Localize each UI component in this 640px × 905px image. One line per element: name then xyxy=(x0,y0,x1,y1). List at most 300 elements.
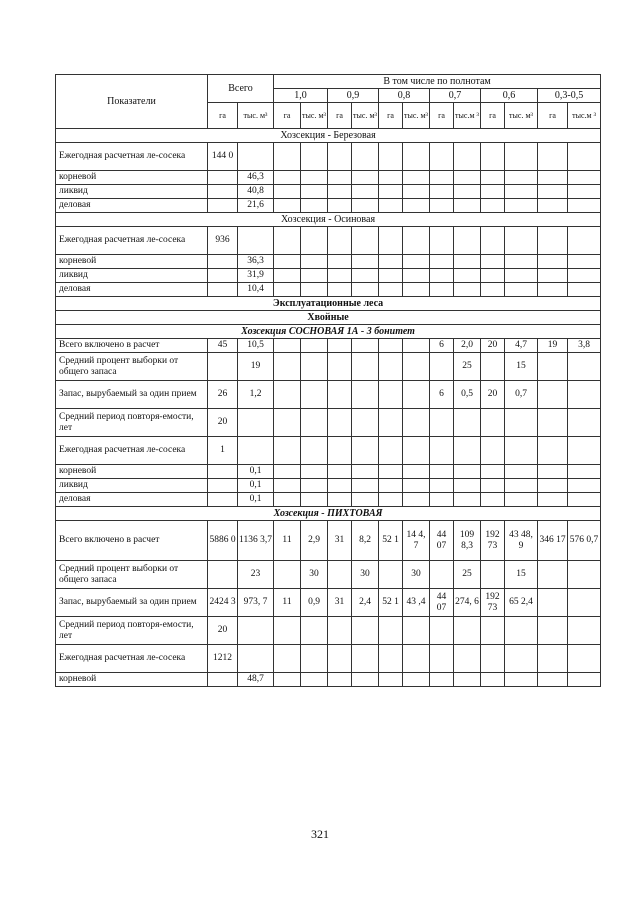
table-cell xyxy=(430,199,454,213)
table-cell xyxy=(238,143,274,171)
table-cell xyxy=(454,409,481,437)
table-cell: 52 1 xyxy=(379,521,403,561)
table-cell xyxy=(430,283,454,297)
table-cell xyxy=(505,479,538,493)
table-cell: 31,9 xyxy=(238,269,274,283)
table-cell: 6 xyxy=(430,381,454,409)
table-cell xyxy=(481,353,505,381)
table-cell xyxy=(481,437,505,465)
table-cell xyxy=(454,493,481,507)
table-cell: 11 xyxy=(274,589,301,617)
table-cell xyxy=(505,171,538,185)
table-cell xyxy=(274,269,301,283)
table-row xyxy=(56,617,601,645)
table-cell: 192 73 xyxy=(481,589,505,617)
row-label: деловая xyxy=(56,199,208,213)
table-cell xyxy=(274,353,301,381)
table-cell: 2,0 xyxy=(454,339,481,353)
table-cell: 0,1 xyxy=(238,465,274,479)
table-cell: 1 xyxy=(208,437,238,465)
table-cell xyxy=(301,171,328,185)
table-cell xyxy=(430,465,454,479)
unit-header: тыс.м ³ xyxy=(568,103,601,129)
table-cell: 15 xyxy=(505,561,538,589)
row-label: Запас, вырубаемый за один прием xyxy=(56,589,208,617)
table-cell xyxy=(403,381,430,409)
table-cell xyxy=(301,269,328,283)
table-cell xyxy=(505,465,538,479)
table-cell xyxy=(379,617,403,645)
table-cell xyxy=(208,269,238,283)
row-label: корневой xyxy=(56,673,208,687)
table-row xyxy=(56,171,601,185)
table-cell xyxy=(238,227,274,255)
table-cell: 0,1 xyxy=(238,479,274,493)
table-cell xyxy=(328,143,352,171)
table-cell xyxy=(274,645,301,673)
table-row xyxy=(56,353,601,381)
table-cell xyxy=(352,479,379,493)
table-cell xyxy=(430,479,454,493)
table-cell xyxy=(328,437,352,465)
unit-header: тыс. м³ xyxy=(403,103,430,129)
table-cell xyxy=(352,353,379,381)
unit-header: га xyxy=(328,103,352,129)
table-cell xyxy=(430,561,454,589)
table-cell xyxy=(568,185,601,199)
table-cell xyxy=(403,185,430,199)
table-cell xyxy=(379,409,403,437)
table-cell xyxy=(481,493,505,507)
table-cell xyxy=(430,143,454,171)
table-cell xyxy=(538,673,568,687)
table-cell: 25 xyxy=(454,353,481,381)
table-cell: 1212 xyxy=(208,645,238,673)
table-row xyxy=(56,381,601,409)
table-cell xyxy=(481,645,505,673)
table-cell xyxy=(328,269,352,283)
table-cell xyxy=(403,339,430,353)
table-cell xyxy=(454,171,481,185)
table-cell xyxy=(328,645,352,673)
table-cell xyxy=(481,409,505,437)
table-cell xyxy=(352,465,379,479)
table-cell xyxy=(379,255,403,269)
table-cell xyxy=(352,185,379,199)
unit-header: тыс.м ³ xyxy=(454,103,481,129)
table-cell xyxy=(301,255,328,269)
table-cell xyxy=(481,561,505,589)
row-label: ликвид xyxy=(56,185,208,199)
table-cell xyxy=(568,479,601,493)
unit-header: тыс. м³ xyxy=(238,103,274,129)
table-cell xyxy=(454,269,481,283)
table-cell xyxy=(379,465,403,479)
density-header: 0,3-0,5 xyxy=(538,89,601,103)
table-cell xyxy=(274,255,301,269)
table-cell xyxy=(379,493,403,507)
table-cell: 14 4, 7 xyxy=(403,521,430,561)
table-cell xyxy=(505,437,538,465)
table-cell xyxy=(454,283,481,297)
table-cell xyxy=(301,645,328,673)
row-label: корневой xyxy=(56,465,208,479)
table-cell: 0,9 xyxy=(301,589,328,617)
table-cell xyxy=(328,283,352,297)
table-cell xyxy=(505,185,538,199)
unit-header: га xyxy=(538,103,568,129)
table-cell xyxy=(430,185,454,199)
table-row xyxy=(56,561,601,589)
section-heading: Хозсекция - Березовая xyxy=(56,129,601,143)
table-cell xyxy=(403,617,430,645)
table-cell xyxy=(352,269,379,283)
table-cell xyxy=(328,673,352,687)
unit-header: га xyxy=(379,103,403,129)
table-cell xyxy=(454,645,481,673)
table-cell xyxy=(352,199,379,213)
table-cell: 144 0 xyxy=(208,143,238,171)
table-cell xyxy=(454,143,481,171)
section-heading: Хозсекция СОСНОВАЯ 1А - 3 бонитет xyxy=(56,325,601,339)
table-cell xyxy=(274,171,301,185)
table-cell xyxy=(328,409,352,437)
table-cell xyxy=(568,645,601,673)
table-cell xyxy=(379,269,403,283)
unit-header: га xyxy=(274,103,301,129)
table-cell xyxy=(208,479,238,493)
table-cell: 0,1 xyxy=(238,493,274,507)
table-cell xyxy=(505,645,538,673)
table-row xyxy=(56,143,601,171)
table-cell xyxy=(568,589,601,617)
table-cell xyxy=(274,437,301,465)
unit-header: га xyxy=(430,103,454,129)
density-header: 1,0 xyxy=(274,89,328,103)
table-cell: 20 xyxy=(481,339,505,353)
table-cell xyxy=(538,269,568,283)
unit-header: тыс. м³ xyxy=(505,103,538,129)
density-header: 0,9 xyxy=(328,89,379,103)
table-cell xyxy=(505,673,538,687)
table-cell xyxy=(538,409,568,437)
section-heading: Эксплуатационные леса xyxy=(56,297,601,311)
table-row xyxy=(56,227,601,255)
row-label: Всего включено в расчет xyxy=(56,521,208,561)
table-cell xyxy=(538,617,568,645)
table-cell: 192 73 xyxy=(481,521,505,561)
table-cell: 3,8 xyxy=(568,339,601,353)
row-label: ликвид xyxy=(56,269,208,283)
table-cell xyxy=(568,171,601,185)
table-cell xyxy=(274,227,301,255)
table-cell xyxy=(481,479,505,493)
table-cell xyxy=(208,465,238,479)
table-cell xyxy=(379,673,403,687)
table-row xyxy=(56,283,601,297)
header-indicators: Показатели xyxy=(56,75,208,129)
table-cell: 44 07 xyxy=(430,521,454,561)
table-cell xyxy=(505,409,538,437)
table-cell xyxy=(352,339,379,353)
table-cell xyxy=(301,493,328,507)
table-cell xyxy=(403,199,430,213)
table-cell xyxy=(274,479,301,493)
row-label: корневой xyxy=(56,171,208,185)
table-cell xyxy=(274,673,301,687)
table-cell xyxy=(403,143,430,171)
table-row xyxy=(56,199,601,213)
table-cell: 36,3 xyxy=(238,255,274,269)
table-row xyxy=(56,185,601,199)
table-cell xyxy=(352,381,379,409)
section-heading-row xyxy=(56,213,601,227)
table-cell xyxy=(430,617,454,645)
table-cell: 21,6 xyxy=(238,199,274,213)
table-cell xyxy=(274,283,301,297)
table-cell xyxy=(538,493,568,507)
table-cell xyxy=(301,353,328,381)
table-cell xyxy=(430,227,454,255)
row-label: Ежегодная расчетная ле-сосека xyxy=(56,227,208,255)
table-cell xyxy=(538,227,568,255)
table-cell xyxy=(274,185,301,199)
unit-header: га xyxy=(208,103,238,129)
table-cell xyxy=(403,673,430,687)
table-cell: 19 xyxy=(238,353,274,381)
table-cell xyxy=(568,561,601,589)
table-cell xyxy=(301,479,328,493)
table-cell: 43 ,4 xyxy=(403,589,430,617)
table-cell xyxy=(568,143,601,171)
section-heading-row xyxy=(56,507,601,521)
table-row xyxy=(56,673,601,687)
table-cell: 30 xyxy=(352,561,379,589)
table-cell xyxy=(568,353,601,381)
table-cell xyxy=(301,199,328,213)
table-cell xyxy=(238,617,274,645)
table-cell xyxy=(379,339,403,353)
table-cell xyxy=(403,227,430,255)
row-label: Ежегодная расчетная ле-сосека xyxy=(56,143,208,171)
table-cell xyxy=(430,353,454,381)
table-cell xyxy=(352,255,379,269)
table-cell xyxy=(328,493,352,507)
table-cell xyxy=(538,465,568,479)
table-cell: 973, 7 xyxy=(238,589,274,617)
table-cell xyxy=(505,143,538,171)
table-row xyxy=(56,589,601,617)
section-heading: Хвойные xyxy=(56,311,601,325)
row-label: Средний процент выборки от общего запаса xyxy=(56,353,208,381)
table-cell: 1,2 xyxy=(238,381,274,409)
table-cell xyxy=(454,185,481,199)
table-cell: 43 48, 9 xyxy=(505,521,538,561)
density-header: 0,7 xyxy=(430,89,481,103)
table-row xyxy=(56,255,601,269)
table-cell xyxy=(538,645,568,673)
row-label: деловая xyxy=(56,493,208,507)
table-cell xyxy=(379,381,403,409)
table-cell xyxy=(403,353,430,381)
table-cell xyxy=(274,617,301,645)
table-cell xyxy=(328,617,352,645)
table-cell xyxy=(430,171,454,185)
table-cell: 2,9 xyxy=(301,521,328,561)
table-cell: 2424 3 xyxy=(208,589,238,617)
row-label: Всего включено в расчет xyxy=(56,339,208,353)
table-cell xyxy=(403,645,430,673)
table-cell xyxy=(379,283,403,297)
row-label: Ежегодная расчетная ле-сосека xyxy=(56,645,208,673)
table-row xyxy=(56,269,601,283)
section-heading: Хозсекция - Осиновая xyxy=(56,213,601,227)
row-label: деловая xyxy=(56,283,208,297)
table-cell: 346 17 xyxy=(538,521,568,561)
table-cell: 52 1 xyxy=(379,589,403,617)
table-cell xyxy=(430,673,454,687)
table-cell xyxy=(274,143,301,171)
row-label: Средний период повторя-емости, лет xyxy=(56,409,208,437)
table-cell xyxy=(208,493,238,507)
table-cell: 31 xyxy=(328,589,352,617)
table-cell xyxy=(481,255,505,269)
table-cell: 274, 6 xyxy=(454,589,481,617)
table-row xyxy=(56,493,601,507)
table-cell xyxy=(301,185,328,199)
table-cell xyxy=(481,617,505,645)
table-cell xyxy=(454,465,481,479)
table-cell xyxy=(454,617,481,645)
table-cell xyxy=(403,171,430,185)
row-label: Запас, вырубаемый за один прием xyxy=(56,381,208,409)
header-including-by-density: В том числе по полнотам xyxy=(274,75,601,89)
table-cell xyxy=(454,479,481,493)
table-cell xyxy=(208,255,238,269)
table-cell xyxy=(208,561,238,589)
table-cell xyxy=(352,437,379,465)
table-cell xyxy=(505,283,538,297)
table-cell xyxy=(403,269,430,283)
table-cell xyxy=(481,465,505,479)
table-row xyxy=(56,437,601,465)
table-cell: 4,7 xyxy=(505,339,538,353)
table-cell xyxy=(568,673,601,687)
table-cell xyxy=(505,255,538,269)
table-cell: 109 8,3 xyxy=(454,521,481,561)
table-cell xyxy=(454,437,481,465)
table-cell xyxy=(538,381,568,409)
table-cell xyxy=(274,409,301,437)
table-cell xyxy=(568,381,601,409)
table-cell xyxy=(328,227,352,255)
table-cell xyxy=(238,645,274,673)
table-cell xyxy=(208,283,238,297)
table-cell xyxy=(538,353,568,381)
table-cell: 1136 3,7 xyxy=(238,521,274,561)
table-cell xyxy=(538,561,568,589)
table-cell xyxy=(208,353,238,381)
table-cell xyxy=(328,255,352,269)
table-cell xyxy=(379,227,403,255)
table-cell xyxy=(208,171,238,185)
table-cell xyxy=(481,283,505,297)
table-cell xyxy=(238,437,274,465)
table-cell: 31 xyxy=(328,521,352,561)
table-cell xyxy=(430,437,454,465)
table-cell xyxy=(301,283,328,297)
table-cell: 15 xyxy=(505,353,538,381)
table-cell xyxy=(352,645,379,673)
table-cell xyxy=(328,339,352,353)
table-cell xyxy=(505,617,538,645)
table-cell xyxy=(538,171,568,185)
table-cell xyxy=(328,465,352,479)
table-cell xyxy=(481,143,505,171)
table-cell xyxy=(403,283,430,297)
table-cell xyxy=(430,255,454,269)
table-cell xyxy=(328,479,352,493)
table-cell xyxy=(328,199,352,213)
table-cell xyxy=(328,185,352,199)
row-label: Ежегодная расчетная ле-сосека xyxy=(56,437,208,465)
row-label: Средний процент выборки от общего запаса xyxy=(56,561,208,589)
table-cell xyxy=(454,227,481,255)
table-cell xyxy=(301,339,328,353)
table-cell: 20 xyxy=(481,381,505,409)
table-cell xyxy=(538,437,568,465)
table-cell: 20 xyxy=(208,409,238,437)
table-cell xyxy=(538,255,568,269)
table-cell: 576 0,7 xyxy=(568,521,601,561)
table-cell: 44 07 xyxy=(430,589,454,617)
table-cell xyxy=(538,283,568,297)
table-cell xyxy=(352,409,379,437)
table-cell xyxy=(274,381,301,409)
section-heading-row xyxy=(56,311,601,325)
table-cell xyxy=(403,479,430,493)
table-cell xyxy=(379,353,403,381)
table-cell xyxy=(568,493,601,507)
table-row xyxy=(56,339,601,353)
table-cell xyxy=(568,437,601,465)
table-cell: 11 xyxy=(274,521,301,561)
table-cell xyxy=(301,437,328,465)
unit-header: тыс. м³ xyxy=(301,103,328,129)
table-cell xyxy=(538,589,568,617)
table-cell xyxy=(481,227,505,255)
table-cell xyxy=(274,199,301,213)
table-cell: 6 xyxy=(430,339,454,353)
table-cell xyxy=(568,255,601,269)
table-cell xyxy=(274,465,301,479)
table-cell xyxy=(379,561,403,589)
table-cell xyxy=(481,269,505,283)
table-cell xyxy=(538,143,568,171)
table-cell xyxy=(352,171,379,185)
table-row xyxy=(56,479,601,493)
table-cell xyxy=(403,465,430,479)
forest-stats-table xyxy=(55,74,601,687)
table-cell: 30 xyxy=(403,561,430,589)
table-cell: 936 xyxy=(208,227,238,255)
table-cell xyxy=(568,617,601,645)
density-header: 0,8 xyxy=(379,89,430,103)
table-cell: 48,7 xyxy=(238,673,274,687)
table-cell xyxy=(481,185,505,199)
table-cell xyxy=(379,185,403,199)
table-cell xyxy=(352,283,379,297)
